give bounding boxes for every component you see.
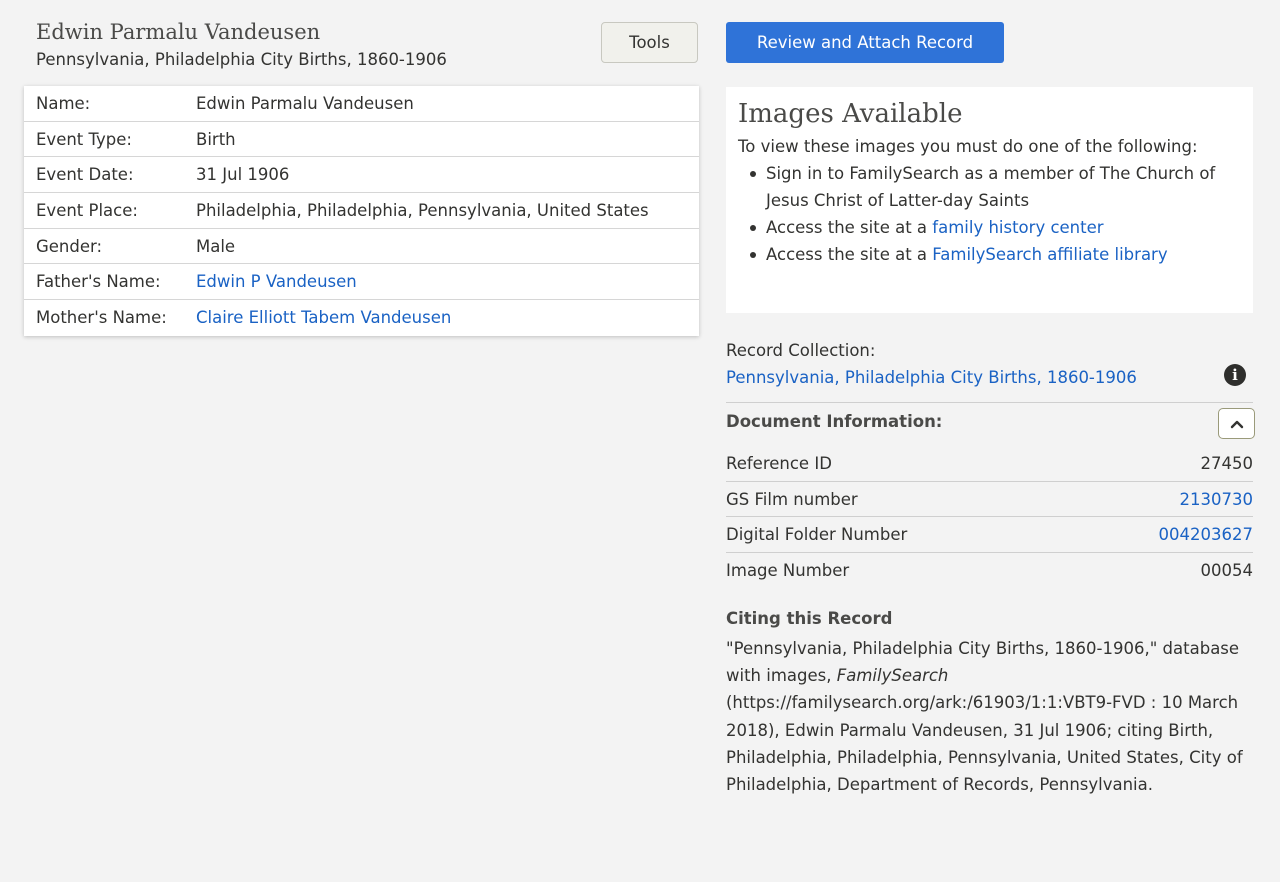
document-info-table: [726, 446, 1253, 589]
fact-label: Event Date:: [36, 165, 134, 185]
images-options-list: [748, 160, 1241, 268]
image-number-value: 00054: [1200, 561, 1253, 581]
doc-label: GS Film number: [726, 489, 858, 509]
collection-subtitle: Pennsylvania, Philadelphia City Births, 1860-1906: [36, 50, 447, 69]
doc-label: Digital Folder Number: [726, 525, 908, 545]
citation-italic: FamilySearch: [836, 666, 949, 686]
fact-row-event-place: [24, 193, 699, 229]
record-collection-link[interactable]: Pennsylvania, Philadelphia City Births, 1860-1906: [726, 368, 1137, 387]
fact-label: Event Place:: [36, 200, 138, 220]
mother-name-link[interactable]: Claire Elliott Tabem Vandeusen: [196, 308, 452, 328]
document-information-title: Document Information:: [726, 412, 943, 431]
fact-value: Philadelphia, Philadelphia, Pennsylvania, United States: [196, 200, 649, 220]
divider: [726, 402, 1253, 403]
fact-label: Father's Name:: [36, 272, 161, 292]
images-available-panel: [726, 87, 1253, 313]
list-item: [748, 241, 1241, 268]
table-row: [726, 553, 1253, 589]
fact-value: Birth: [196, 129, 236, 149]
fact-value: Edwin Parmalu Vandeusen: [196, 93, 414, 113]
person-name-heading: Edwin Parmalu Vandeusen: [36, 20, 321, 44]
citation-text: [726, 635, 1256, 798]
doc-label: Reference ID: [726, 453, 832, 473]
fact-row-name: [24, 86, 699, 122]
images-intro-text: To view these images you must do one of the following:: [738, 137, 1198, 156]
digital-folder-link[interactable]: 004203627: [1158, 525, 1253, 545]
citation-title: Citing this Record: [726, 609, 893, 628]
affiliate-library-link[interactable]: FamilySearch affiliate library: [932, 245, 1168, 264]
review-attach-button[interactable]: Review and Attach Record: [726, 22, 1004, 63]
option-prefix: Access the site at a: [766, 218, 933, 237]
info-icon[interactable]: i: [1224, 364, 1246, 386]
fact-label: Event Type:: [36, 129, 132, 149]
images-available-title: Images Available: [738, 99, 963, 129]
tools-button[interactable]: Tools: [601, 22, 698, 63]
table-row: [726, 517, 1253, 553]
collapse-button[interactable]: [1218, 408, 1255, 439]
reference-id-value: 27450: [1200, 453, 1253, 473]
citation-part: (https://familysearch.org/ark:/61903/1:1:VBT9-FVD : 10 March 2018), Edwin Parmalu Vandeusen, 31 Jul 1906; citing Birth, Philadelphia, Philadelphia, Pennsylvania, United States, City of Philadelphia, Department of Records, Pennsylvania.: [726, 693, 1243, 795]
table-row: [726, 446, 1253, 482]
fact-label: Name:: [36, 93, 91, 113]
fact-value: Male: [196, 236, 236, 256]
fact-row-event-date: [24, 157, 699, 193]
list-item: [748, 214, 1241, 241]
sign-in-option-text: Sign in to FamilySearch as a member of The Church of Jesus Christ of Latter-day Saints: [766, 164, 1216, 210]
fact-row-father: [24, 264, 699, 300]
facts-table: [24, 86, 699, 336]
fact-row-mother: [24, 300, 699, 336]
citation-part: "Pennsylvania, Philadelphia City Births, 1860-1906," database with images,: [726, 639, 1240, 686]
fact-value: 31 Jul 1906: [196, 165, 290, 185]
fact-row-gender: [24, 229, 699, 265]
fact-row-event-type: [24, 122, 699, 158]
family-history-center-link[interactable]: family history center: [932, 218, 1104, 237]
table-row: [726, 482, 1253, 518]
doc-label: Image Number: [726, 561, 850, 581]
film-number-link[interactable]: 2130730: [1179, 489, 1253, 509]
father-name-link[interactable]: Edwin P Vandeusen: [196, 272, 357, 292]
option-prefix: Access the site at a: [766, 245, 933, 264]
record-collection-label: Record Collection:: [726, 341, 876, 360]
fact-label: Mother's Name:: [36, 308, 167, 328]
fact-label: Gender:: [36, 236, 103, 256]
chevron-up-icon: [1230, 419, 1244, 429]
list-item: [748, 160, 1241, 214]
